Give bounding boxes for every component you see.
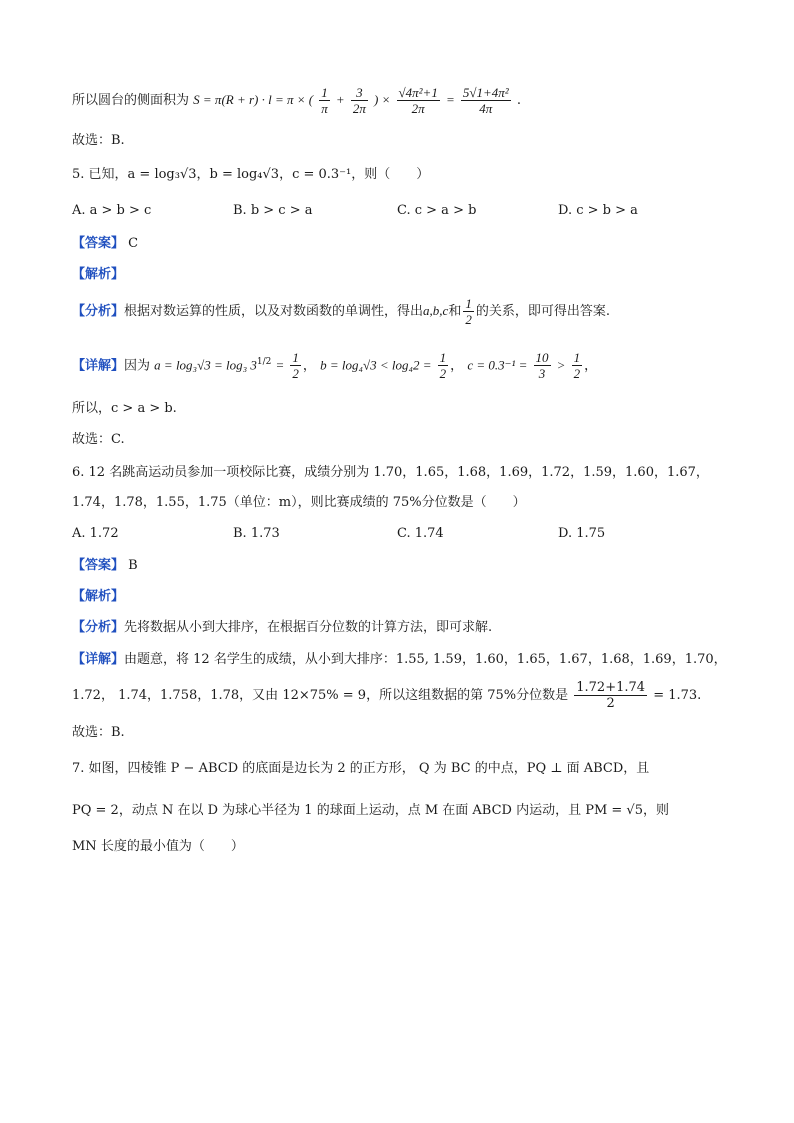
- q5-xiangjie: 【详解】因为 a = log₃√3 = log₃ $3^{1/2}$ = $\frac{1}{2}$ ， b = log₄√3 < log₄2 = $\frac{1}{2}$ ， c = 0.3⁻¹ = $\frac{10}{3}$ > $\frac{1}{2}$ ，: [72, 350, 598, 382]
- q7-stem-line3: MN 长度的最小值为（ ）: [72, 839, 244, 854]
- q6-jiexi: 【解析】: [72, 589, 125, 604]
- fraction: $\frac{\text{5√1+4π²}}{4\pi}$: [462, 85, 509, 116]
- formula-lhs: S = π(R + r) · l = π × (: [193, 92, 314, 107]
- fraction: $\frac{1}{2}$: [292, 350, 299, 382]
- q5-conclusion: 所以，c > a > b.: [72, 401, 177, 416]
- q5-jiexi: 【解析】: [72, 267, 125, 282]
- fraction: $\frac{1}{2}$: [573, 350, 581, 382]
- q6-selection: 故选：B.: [72, 725, 125, 740]
- q6-xiangjie-line2: 1.72， 1.74，1.758，1.78，又由 12×75% = 9，所以这组数据的第 75%分位数是 $\frac{1.72+1.74}{2}$ = 1.73.: [72, 680, 702, 711]
- q6-option-a: A. 1.72: [72, 526, 119, 541]
- fraction: $\frac{10}{3}$: [535, 350, 549, 382]
- q5-answer: 【答案】 C: [72, 236, 139, 251]
- q6-option-d: D. 1.75: [558, 526, 606, 541]
- fraction: $\frac{1.72+1.74}{2}$: [576, 680, 646, 711]
- formula-prefix: 所以圆台的侧面积为: [72, 93, 190, 108]
- q5-selection: 故选：C.: [72, 432, 125, 447]
- fraction: $\frac{\text{√4π²+1}}{2\pi}$: [398, 85, 438, 116]
- q6-option-c: C. 1.74: [397, 526, 444, 541]
- formula-line: 所以圆台的侧面积为 S = π(R + r) · l = π × ( $\frac{1}{\pi}$ + $\frac{3}{2\pi}$ ) × $\frac{\text{√4π²+1}}{2\pi}$ = $\frac{\text{5√1+4π²}}{4\pi}$ .: [72, 85, 521, 116]
- q5-option-a: A. a > b > c: [72, 203, 152, 218]
- selection-text: 故选：B.: [72, 133, 125, 148]
- q6-xiangjie-line1: 【详解】由题意，将 12 名学生的成绩，从小到大排序：1.55, 1.59，1.60，1.65，1.67，1.68，1.69，1.70，: [72, 652, 727, 667]
- fraction: $\frac{1}{2}$: [439, 350, 447, 382]
- q6-answer: 【答案】 B: [72, 558, 138, 573]
- fraction: $\frac{3}{2\pi}$: [352, 85, 366, 116]
- q5-option-d: D. c > b > a: [558, 203, 638, 218]
- q7-stem-line1: 7. 如图，四棱锥 P − ABCD 的底面是边长为 2 的正方形， Q 为 BC 的中点，PQ ⊥ 面 ABCD，且: [72, 761, 650, 776]
- q6-stem-line2: 1.74，1.78，1.55，1.75（单位：m），则比赛成绩的 75%分位数是（ ）: [72, 495, 526, 510]
- fraction: $\frac{1}{2}$: [465, 296, 472, 327]
- q5-option-b: B. b > c > a: [233, 203, 313, 218]
- fraction: $\frac{1}{\pi}$: [321, 85, 328, 116]
- q5-option-c: C. c > a > b: [397, 203, 477, 218]
- q6-fenxi: 【分析】先将数据从小到大排序，在根据百分位数的计算方法，即可求解.: [72, 620, 493, 635]
- q5-stem: 5. 已知，a = log₃√3，b = log₄√3，c = 0.3⁻¹，则（ ）: [72, 167, 430, 182]
- q5-fenxi: 【分析】根据对数运算的性质，以及对数函数的单调性，得出a,b,c和 $\frac{1}{2}$ 的关系，即可得出答案.: [72, 296, 610, 327]
- q7-stem-line2: PQ = 2，动点 N 在以 D 为球心半径为 1 的球面上运动，点 M 在面 ABCD 内运动，且 PM = √5，则: [72, 803, 669, 818]
- q6-stem-line1: 6. 12 名跳高运动员参加一项校际比赛，成绩分别为 1.70，1.65，1.68，1.69，1.72，1.59，1.60，1.67，: [72, 465, 709, 480]
- q6-option-b: B. 1.73: [233, 526, 280, 541]
